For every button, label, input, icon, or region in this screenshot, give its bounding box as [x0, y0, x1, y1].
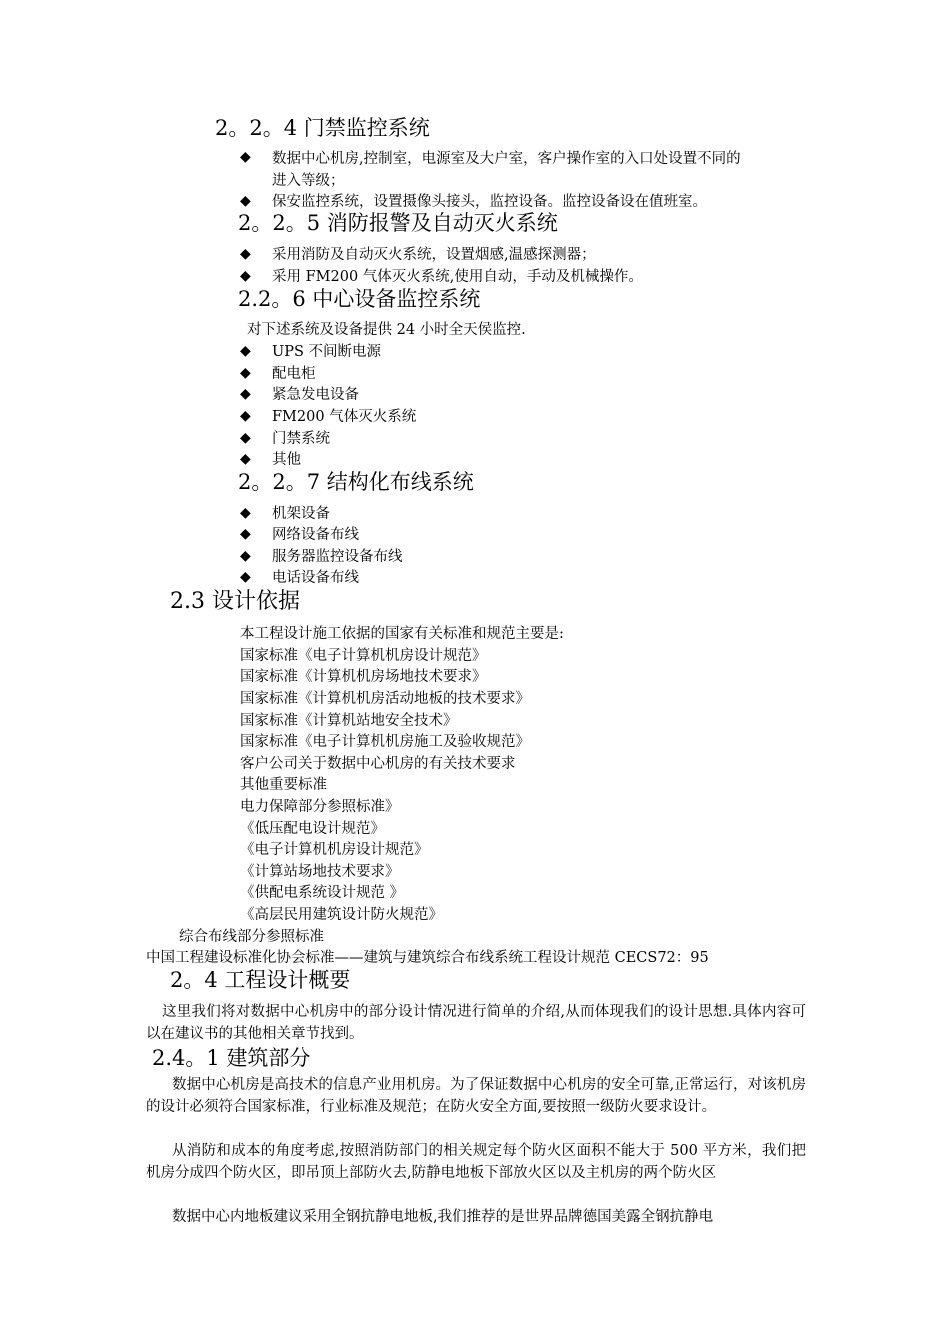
text-line: 《电子计算机机房设计规范》 [240, 842, 429, 858]
bullet-icon: ◆ [240, 343, 251, 359]
list-item: 其他 [272, 452, 301, 468]
bullet-icon: ◆ [240, 526, 251, 542]
bullet-icon: ◆ [240, 149, 251, 165]
section-heading-2-2-6: 2.2。6 中心设备监控系统 [238, 287, 481, 311]
paragraph: 数据中心内地板建议采用全钢抗静电地板,我们推荐的是世界品牌德国美露全钢抗静电 [172, 1209, 714, 1225]
text-line: 电力保障部分参照标准》 [240, 799, 400, 815]
list-item: 保安监控系统，设置摄像头接头，监控设备。监控设备设在值班室。 [272, 194, 707, 210]
bullet-icon: ◆ [240, 365, 251, 381]
bullet-icon: ◆ [240, 569, 251, 585]
paragraph: 从消防和成本的角度考虑,按照消防部门的相关规定每个防火区面积不能大于 500 平方米，我们把机房分成四个防火区，即吊顶上部防火去,防静电地板下部放火区以及主机房的两个防火区 [146, 1143, 806, 1181]
list-item: 紧急发电设备 [272, 387, 359, 403]
text-line: 国家标准《电子计算机机房设计规范》 [240, 648, 487, 664]
bullet-icon: ◆ [240, 193, 251, 209]
bullet-icon: ◆ [240, 505, 251, 521]
bullet-icon: ◆ [240, 430, 251, 446]
text-line: 国家标准《计算机站地安全技术》 [240, 713, 458, 729]
text-line: 《计算站场地技术要求》 [240, 864, 400, 880]
list-item: 机架设备 [272, 506, 330, 522]
text-line: 本工程设计施工依据的国家有关标准和规范主要是: [240, 626, 564, 642]
text-line: 国家标准《计算机机房活动地板的技术要求》 [240, 691, 530, 707]
list-item: 门禁系统 [272, 431, 330, 447]
text-line: 国家标准《电子计算机机房施工及验收规范》 [240, 734, 530, 750]
text-line: 其他重要标准 [240, 777, 327, 793]
list-item: 采用消防及自动灭火系统，设置烟感,温感探测器； [272, 247, 596, 263]
bullet-icon: ◆ [240, 386, 251, 402]
section-heading-2-3: 2.3 设计依据 [170, 589, 300, 614]
list-item: UPS 不间断电源 [272, 344, 382, 360]
text-line: 客户公司关于数据中心机房的有关技术要求 [240, 756, 516, 772]
list-item: 电话设备布线 [272, 570, 359, 586]
section-heading-2-2-5: 2。2。5 消防报警及自动灭火系统 [238, 211, 558, 235]
text-line: 《高层民用建筑设计防火规范》 [240, 907, 443, 923]
cabling-standard: 中国工程建设标准化协会标准——建筑与建筑综合布线系统工程设计规范 CECS72：95 [146, 950, 709, 966]
bullet-icon: ◆ [240, 246, 251, 262]
paragraph: 数据中心机房是高技术的信息产业用机房。为了保证数据中心机房的安全可靠,正常运行，对该机房的设计必须符合国家标准，行业标准及规范；在防火安全方面,要按照一级防火要求设计。 [146, 1077, 806, 1115]
list-item: 网络设备布线 [272, 527, 359, 543]
cabling-standard-title: 综合布线部分参照标准 [179, 929, 324, 945]
section-intro: 这里我们将对数据中心机房中的部分设计情况进行简单的介绍,从而体现我们的设计思想.具体内容可以在建议书的其他相关章节找到。 [146, 1004, 806, 1042]
list-item-continuation: 进入等级； [272, 173, 345, 189]
section-heading-2-4: 2。4 工程设计概要 [170, 968, 351, 992]
bullet-icon: ◆ [240, 451, 251, 467]
text-line: 《供配电系统设计规范 》 [240, 885, 405, 901]
section-heading-2-4-1: 2.4。1 建筑部分 [152, 1046, 311, 1070]
bullet-icon: ◆ [240, 408, 251, 424]
list-item: 服务器监控设备布线 [272, 549, 403, 565]
section-intro: 对下述系统及设备提供 24 小时全天侯监控. [247, 322, 526, 338]
section-heading-2-2-7: 2。2。7 结构化布线系统 [238, 470, 474, 494]
list-item: 配电柜 [272, 366, 316, 382]
section-heading-2-2-4: 2。2。4 门禁监控系统 [215, 116, 430, 140]
list-item: 数据中心机房,控制室，电源室及大户室，客户操作室的入口处设置不同的 [272, 151, 741, 167]
text-line: 国家标准《计算机机房场地技术要求》 [240, 669, 487, 685]
list-item: 采用 FM200 气体灭火系统,使用自动，手动及机械操作。 [272, 269, 643, 285]
list-item: FM200 气体灭火系统 [272, 409, 417, 425]
bullet-icon: ◆ [240, 268, 251, 284]
text-line: 《低压配电设计规范》 [240, 821, 385, 837]
bullet-icon: ◆ [240, 548, 251, 564]
